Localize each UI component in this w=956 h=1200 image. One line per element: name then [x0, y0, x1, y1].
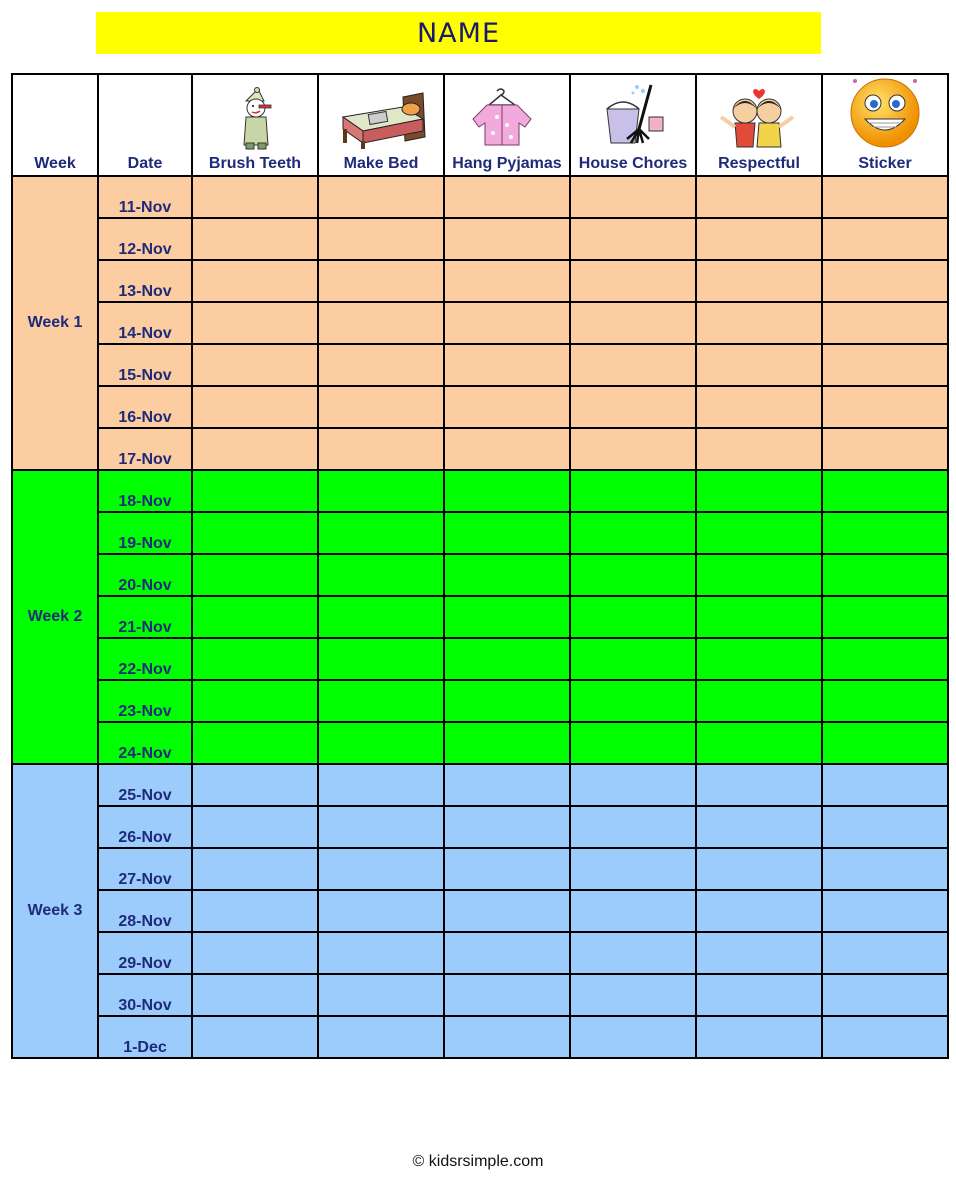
task-cell[interactable]	[570, 512, 696, 554]
date-cell: 17-Nov	[98, 428, 192, 470]
hang-pyjamas-label: Hang Pyjamas	[452, 155, 562, 172]
table-row	[12, 176, 948, 218]
date-cell: 23-Nov	[98, 680, 192, 722]
task-cell[interactable]	[192, 344, 318, 386]
task-cell[interactable]	[318, 974, 444, 1016]
table-row	[12, 512, 948, 554]
task-cell[interactable]	[444, 680, 570, 722]
week-label: Week 1	[12, 176, 98, 470]
name-title: NAME	[416, 17, 501, 49]
task-cell[interactable]	[318, 386, 444, 428]
task-cell[interactable]	[444, 218, 570, 260]
task-cell[interactable]	[696, 596, 822, 638]
date-cell: 14-Nov	[98, 302, 192, 344]
task-cell[interactable]	[192, 680, 318, 722]
task-cell[interactable]	[318, 260, 444, 302]
week-label: Week 2	[12, 470, 98, 764]
task-cell[interactable]	[570, 1016, 696, 1058]
table-row	[12, 848, 948, 890]
task-cell[interactable]	[822, 554, 948, 596]
task-cell[interactable]	[318, 176, 444, 218]
date-cell: 11-Nov	[98, 176, 192, 218]
date-cell: 19-Nov	[98, 512, 192, 554]
task-cell[interactable]	[822, 428, 948, 470]
date-cell: 27-Nov	[98, 848, 192, 890]
table-row	[12, 764, 948, 806]
task-cell[interactable]	[822, 1016, 948, 1058]
table-row	[12, 638, 948, 680]
task-cell[interactable]	[696, 764, 822, 806]
task-cell[interactable]	[822, 932, 948, 974]
task-cell[interactable]	[318, 344, 444, 386]
task-cell[interactable]	[192, 1016, 318, 1058]
task-cell[interactable]	[318, 890, 444, 932]
date-cell: 29-Nov	[98, 932, 192, 974]
date-cell: 15-Nov	[98, 344, 192, 386]
week-column-header: Week	[12, 74, 98, 176]
task-cell[interactable]	[192, 890, 318, 932]
task-cell[interactable]	[570, 260, 696, 302]
date-column-header: Date	[98, 74, 192, 176]
task-cell[interactable]	[444, 176, 570, 218]
task-cell[interactable]	[192, 638, 318, 680]
task-cell[interactable]	[192, 932, 318, 974]
task-cell[interactable]	[696, 848, 822, 890]
task-cell[interactable]	[444, 344, 570, 386]
task-cell[interactable]	[318, 764, 444, 806]
table-row	[12, 596, 948, 638]
task-cell[interactable]	[822, 764, 948, 806]
task-cell[interactable]	[822, 176, 948, 218]
task-cell[interactable]	[318, 302, 444, 344]
respectful-label: Respectful	[718, 155, 800, 172]
hang-pyjamas-column-header	[444, 74, 570, 176]
make-bed-column-header	[318, 74, 444, 176]
task-cell[interactable]	[570, 596, 696, 638]
task-cell[interactable]	[696, 470, 822, 512]
task-cell[interactable]	[444, 890, 570, 932]
task-cell[interactable]	[570, 554, 696, 596]
task-cell[interactable]	[444, 596, 570, 638]
task-cell[interactable]	[696, 932, 822, 974]
task-cell[interactable]	[192, 722, 318, 764]
task-cell[interactable]	[822, 470, 948, 512]
bucket-and-mop-icon	[593, 81, 673, 151]
table-row	[12, 344, 948, 386]
header-row	[12, 74, 948, 176]
date-cell: 25-Nov	[98, 764, 192, 806]
task-cell[interactable]	[444, 764, 570, 806]
task-cell[interactable]	[318, 470, 444, 512]
date-cell: 1-Dec	[98, 1016, 192, 1058]
task-cell[interactable]	[444, 386, 570, 428]
bed-icon	[333, 87, 429, 151]
pyjamas-on-hanger-icon	[467, 87, 547, 151]
task-cell[interactable]	[570, 932, 696, 974]
date-cell: 30-Nov	[98, 974, 192, 1016]
table-row	[12, 218, 948, 260]
table-row	[12, 932, 948, 974]
task-cell[interactable]	[444, 1016, 570, 1058]
task-cell[interactable]	[444, 512, 570, 554]
date-cell: 22-Nov	[98, 638, 192, 680]
task-cell[interactable]	[570, 470, 696, 512]
smiley-face-icon	[843, 75, 927, 151]
date-cell: 16-Nov	[98, 386, 192, 428]
table-row	[12, 470, 948, 512]
task-cell[interactable]	[822, 680, 948, 722]
date-cell: 20-Nov	[98, 554, 192, 596]
sticker-label: Sticker	[858, 155, 912, 172]
task-cell[interactable]	[444, 302, 570, 344]
task-cell[interactable]	[318, 806, 444, 848]
task-cell[interactable]	[192, 974, 318, 1016]
task-cell[interactable]	[822, 596, 948, 638]
task-cell[interactable]	[192, 386, 318, 428]
task-cell[interactable]	[192, 848, 318, 890]
copyright-footer: © kidsrsimple.com	[412, 1153, 544, 1170]
brush-teeth-label: Brush Teeth	[208, 155, 302, 172]
task-cell[interactable]	[192, 470, 318, 512]
task-cell[interactable]	[696, 386, 822, 428]
chore-chart-table	[11, 73, 949, 1059]
task-cell[interactable]	[192, 596, 318, 638]
task-cell[interactable]	[318, 596, 444, 638]
task-cell[interactable]	[696, 974, 822, 1016]
two-kids-icon	[711, 87, 807, 151]
task-cell[interactable]	[192, 764, 318, 806]
week-label: Week 3	[12, 764, 98, 1058]
task-cell[interactable]	[444, 554, 570, 596]
brush-teeth-column-header	[192, 74, 318, 176]
task-cell[interactable]	[318, 512, 444, 554]
date-cell: 18-Nov	[98, 470, 192, 512]
task-cell[interactable]	[822, 260, 948, 302]
task-cell[interactable]	[192, 302, 318, 344]
task-cell[interactable]	[570, 638, 696, 680]
task-cell[interactable]	[696, 638, 822, 680]
task-cell[interactable]	[822, 848, 948, 890]
task-cell[interactable]	[444, 428, 570, 470]
task-cell[interactable]	[696, 722, 822, 764]
task-cell[interactable]	[822, 806, 948, 848]
task-cell[interactable]	[192, 512, 318, 554]
task-cell[interactable]	[696, 1016, 822, 1058]
child-brushing-teeth-icon	[230, 87, 280, 151]
task-cell[interactable]	[696, 554, 822, 596]
task-cell[interactable]	[696, 344, 822, 386]
task-cell[interactable]	[318, 722, 444, 764]
date-cell: 21-Nov	[98, 596, 192, 638]
task-cell[interactable]	[444, 974, 570, 1016]
task-cell[interactable]	[570, 344, 696, 386]
date-cell: 13-Nov	[98, 260, 192, 302]
task-cell[interactable]	[570, 764, 696, 806]
task-cell[interactable]	[696, 176, 822, 218]
task-cell[interactable]	[192, 806, 318, 848]
task-cell[interactable]	[570, 176, 696, 218]
task-cell[interactable]	[444, 932, 570, 974]
task-cell[interactable]	[696, 428, 822, 470]
table-row	[12, 386, 948, 428]
task-cell[interactable]	[318, 848, 444, 890]
table-row	[12, 722, 948, 764]
task-cell[interactable]	[570, 680, 696, 722]
date-cell: 12-Nov	[98, 218, 192, 260]
task-cell[interactable]	[570, 890, 696, 932]
task-cell[interactable]	[696, 302, 822, 344]
task-cell[interactable]	[822, 890, 948, 932]
house-chores-column-header	[570, 74, 696, 176]
task-cell[interactable]	[696, 890, 822, 932]
task-cell[interactable]	[444, 638, 570, 680]
task-cell[interactable]	[318, 218, 444, 260]
table-row	[12, 260, 948, 302]
task-cell[interactable]	[696, 680, 822, 722]
task-cell[interactable]	[192, 218, 318, 260]
task-cell[interactable]	[822, 638, 948, 680]
table-row	[12, 680, 948, 722]
task-cell[interactable]	[696, 806, 822, 848]
task-cell[interactable]	[570, 428, 696, 470]
date-cell: 26-Nov	[98, 806, 192, 848]
respectful-column-header	[696, 74, 822, 176]
task-cell[interactable]	[444, 470, 570, 512]
task-cell[interactable]	[318, 1016, 444, 1058]
task-cell[interactable]	[444, 722, 570, 764]
task-cell[interactable]	[570, 218, 696, 260]
task-cell[interactable]	[822, 722, 948, 764]
name-banner	[96, 12, 821, 54]
task-cell[interactable]	[822, 302, 948, 344]
chart-body	[12, 176, 948, 1058]
task-cell[interactable]	[318, 428, 444, 470]
table-row	[12, 302, 948, 344]
task-cell[interactable]	[822, 512, 948, 554]
task-cell[interactable]	[822, 386, 948, 428]
table-row	[12, 428, 948, 470]
task-cell[interactable]	[570, 722, 696, 764]
task-cell[interactable]	[822, 218, 948, 260]
table-row	[12, 890, 948, 932]
task-cell[interactable]	[444, 848, 570, 890]
task-cell[interactable]	[318, 638, 444, 680]
task-cell[interactable]	[318, 680, 444, 722]
task-cell[interactable]	[570, 806, 696, 848]
task-cell[interactable]	[192, 176, 318, 218]
table-row	[12, 974, 948, 1016]
task-cell[interactable]	[570, 302, 696, 344]
task-cell[interactable]	[822, 344, 948, 386]
table-row	[12, 1016, 948, 1058]
task-cell[interactable]	[318, 932, 444, 974]
task-cell[interactable]	[696, 512, 822, 554]
date-cell: 28-Nov	[98, 890, 192, 932]
task-cell[interactable]	[318, 554, 444, 596]
task-cell[interactable]	[570, 848, 696, 890]
table-row	[12, 806, 948, 848]
task-cell[interactable]	[192, 260, 318, 302]
task-cell[interactable]	[696, 260, 822, 302]
table-row	[12, 554, 948, 596]
task-cell[interactable]	[696, 218, 822, 260]
task-cell[interactable]	[192, 554, 318, 596]
task-cell[interactable]	[444, 260, 570, 302]
task-cell[interactable]	[570, 974, 696, 1016]
date-cell: 24-Nov	[98, 722, 192, 764]
task-cell[interactable]	[192, 428, 318, 470]
task-cell[interactable]	[570, 386, 696, 428]
task-cell[interactable]	[444, 806, 570, 848]
sticker-column-header	[822, 74, 948, 176]
make-bed-label: Make Bed	[343, 155, 419, 172]
task-cell[interactable]	[822, 974, 948, 1016]
house-chores-label: House Chores	[578, 155, 688, 172]
